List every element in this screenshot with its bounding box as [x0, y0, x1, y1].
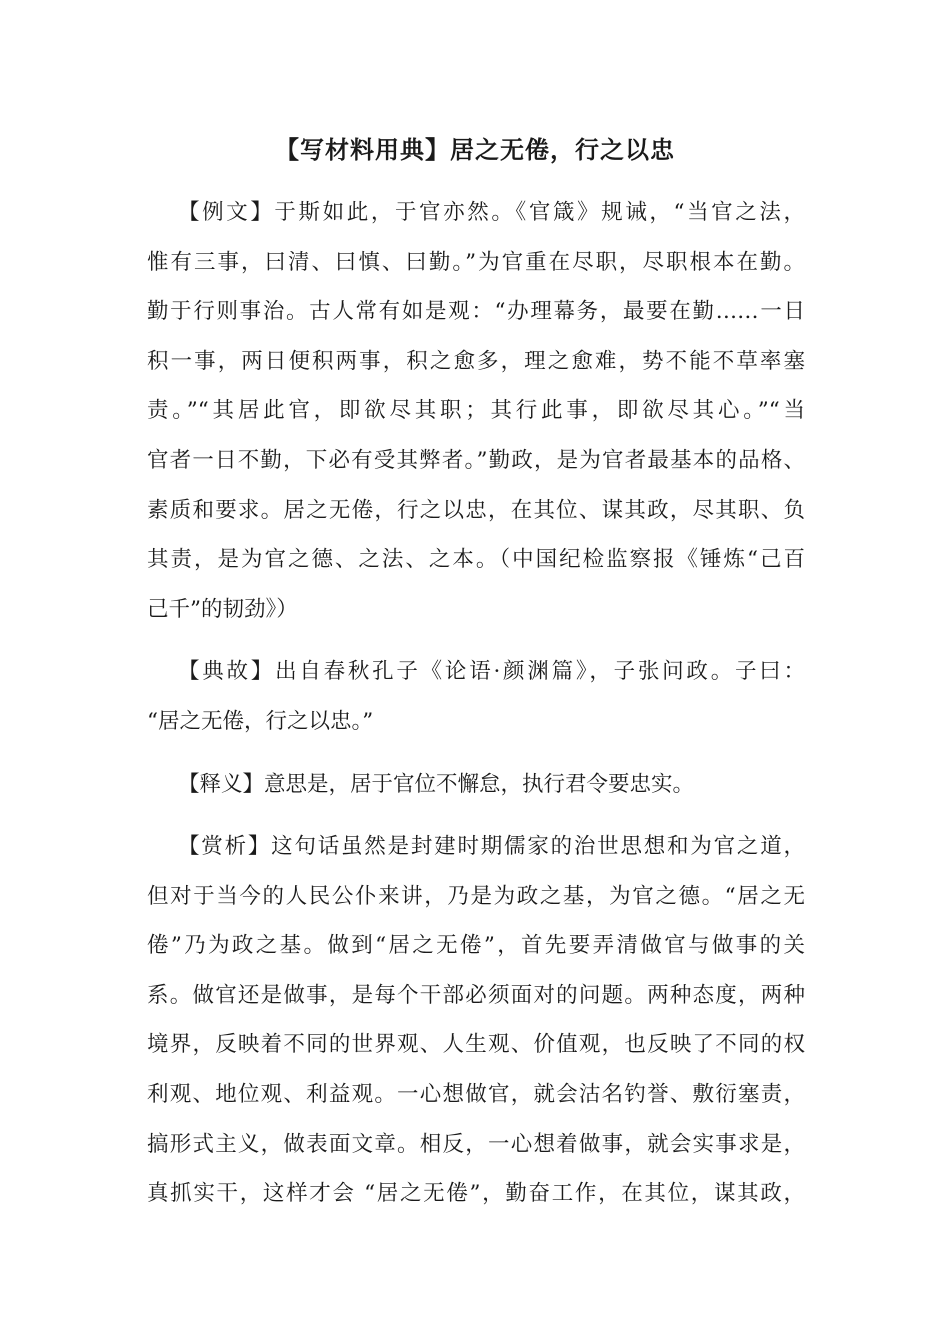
text-line: 素质和要求。居之无倦，行之以忠，在其位、谋其政，尽其职、负 [147, 497, 805, 523]
text-line: 【赏析】这句话虽然是封建时期儒家的治世思想和为官之道， [178, 834, 805, 859]
text-line: 积一事，两日便积两事，积之愈多，理之愈难，势不能不草率塞 [147, 348, 805, 374]
text-line: 官者一日不勤，下必有受其弊者。”勤政，是为官者最基本的品格、 [147, 447, 805, 473]
example-paragraph [147, 188, 805, 634]
document-title: 【写材料用典】居之无倦，行之以忠 [275, 135, 675, 164]
text-line: 搞形式主义，做表面文章。相反，一心想着做事，就会实事求是， [147, 1131, 805, 1157]
text-line: 倦”乃为政之基。做到“居之无倦”，首先要弄清做官与做事的关 [147, 933, 805, 959]
text-line: 【典故】出自春秋孔子《论语·颜渊篇》，子张问政。子曰： [178, 659, 805, 684]
text-line: “居之无倦，行之以忠。” [147, 708, 374, 734]
text-line: 【释义】意思是，居于官位不懈怠，执行君令要忠实。 [178, 772, 695, 797]
appreciation-paragraph [147, 822, 805, 1219]
text-line: 【例文】于斯如此，于官亦然。《官箴》规诫，“当官之法， [178, 200, 805, 225]
text-line: 真抓实干，这样才会 “居之无倦”，勤奋工作，在其位，谋其政， [147, 1181, 805, 1207]
text-line: 责。”“其居此官，即欲尽其职；其行此事，即欲尽其心。”“当 [147, 398, 805, 424]
text-line: 但对于当今的人民公仆来讲，乃是为政之基，为官之德。“居之无 [147, 883, 805, 909]
allusion-paragraph [147, 647, 805, 746]
text-line: 利观、地位观、利益观。一心想做官，就会沽名钓誉、敷衍塞责， [147, 1081, 805, 1107]
text-line: 境界，反映着不同的世界观、人生观、价值观，也反映了不同的权 [147, 1032, 805, 1058]
text-line: 勤于行则事治。古人常有如是观：“办理幕务，最要在勤……一日 [147, 299, 805, 325]
text-line: 系。做官还是做事，是每个干部必须面对的问题。两种态度，两种 [147, 982, 805, 1008]
meaning-paragraph [147, 760, 805, 810]
text-line: 己千”的韧劲》） [147, 596, 298, 622]
text-line: 惟有三事，曰清、曰慎、曰勤。”为官重在尽职，尽职根本在勤。 [147, 249, 805, 275]
text-line: 其责，是为官之德、之法、之本。（中国纪检监察报《锤炼“己百 [147, 547, 805, 573]
